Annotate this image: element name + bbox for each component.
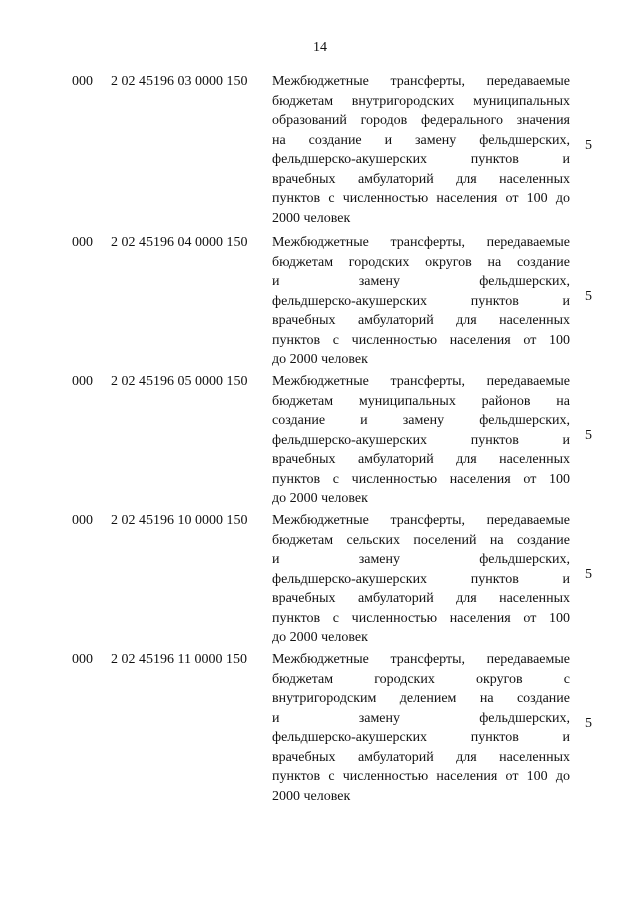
table-row [0, 650, 640, 806]
kbk-code: 2 02 45196 03 0000 150 [111, 74, 248, 89]
row-description [272, 511, 570, 648]
description-line: на создание и замену фельдшерских, [272, 132, 570, 148]
description-line: до 2000 человек [272, 491, 368, 506]
admin-code: 000 [72, 235, 93, 250]
amount: 5 [585, 716, 592, 731]
description-line: фельдшерско-акушерских пунктов и [272, 571, 570, 587]
description-line: пунктов с численностью населения от 100 [272, 471, 570, 487]
description-line: и замену фельдшерских, [272, 552, 570, 567]
description-line: фельдшерско-акушерских пунктов и [272, 432, 570, 448]
row-description [272, 650, 570, 806]
description-line: до 2000 человек [272, 630, 368, 645]
table-row [0, 511, 640, 648]
description-line: бюджетам городских округов на создание [272, 254, 570, 270]
row-description [272, 72, 570, 228]
description-line: образований городов федерального значения [272, 113, 570, 128]
admin-code: 000 [72, 374, 93, 389]
kbk-code: 2 02 45196 05 0000 150 [111, 374, 248, 389]
description-line: врачебных амбулаторий для населенных [272, 591, 570, 606]
description-line: бюджетам внутригородских муниципальных [272, 93, 570, 109]
description-line: фельдшерско-акушерских пунктов и [272, 730, 570, 745]
table-row [0, 233, 640, 370]
admin-code: 000 [72, 513, 93, 528]
kbk-code: 2 02 45196 11 0000 150 [111, 652, 247, 667]
description-line: создание и замену фельдшерских, [272, 413, 570, 428]
description-line: бюджетам городских округов с [272, 671, 570, 687]
description-line: пунктов с численностью населения от 100 [272, 610, 570, 626]
row-description [272, 372, 570, 509]
description-line: бюджетам муниципальных районов на [272, 393, 570, 409]
amount: 5 [585, 289, 592, 305]
description-line: до 2000 человек [272, 352, 368, 367]
kbk-code: 2 02 45196 10 0000 150 [111, 513, 248, 528]
description-line: Межбюджетные трансферты, передаваемые [272, 74, 570, 89]
description-line: пунктов с численностью населения от 100 до [272, 769, 570, 784]
description-line: Межбюджетные трансферты, передаваемые [272, 513, 570, 528]
description-line: врачебных амбулаторий для населенных [272, 749, 570, 765]
admin-code: 000 [72, 74, 93, 89]
description-line: Межбюджетные трансферты, передаваемые [272, 652, 570, 667]
description-line: 2000 человек [272, 210, 351, 226]
description-line: внутригородским делением на создание [272, 691, 570, 706]
description-line: врачебных амбулаторий для населенных [272, 313, 570, 328]
description-line: и замену фельдшерских, [272, 274, 570, 289]
amount: 5 [585, 567, 592, 583]
table-row [0, 372, 640, 509]
admin-code: 000 [72, 652, 93, 667]
table-row [0, 72, 640, 228]
row-description [272, 233, 570, 370]
description-line: и замену фельдшерских, [272, 710, 570, 726]
description-line: фельдшерско-акушерских пунктов и [272, 293, 570, 309]
description-line: 2000 человек [272, 788, 351, 804]
description-line: врачебных амбулаторий для населенных [272, 452, 570, 467]
description-line: фельдшерско-акушерских пунктов и [272, 152, 570, 167]
description-line: пунктов с численностью населения от 100 до [272, 191, 570, 206]
description-line: Межбюджетные трансферты, передаваемые [272, 235, 570, 250]
description-line: пунктов с численностью населения от 100 [272, 332, 570, 348]
amount: 5 [585, 428, 592, 444]
description-line: бюджетам сельских поселений на создание [272, 532, 570, 548]
kbk-code: 2 02 45196 04 0000 150 [111, 235, 248, 250]
page-number: 14 [313, 40, 327, 55]
description-line: Межбюджетные трансферты, передаваемые [272, 374, 570, 389]
description-line: врачебных амбулаторий для населенных [272, 171, 570, 187]
amount: 5 [585, 138, 592, 153]
